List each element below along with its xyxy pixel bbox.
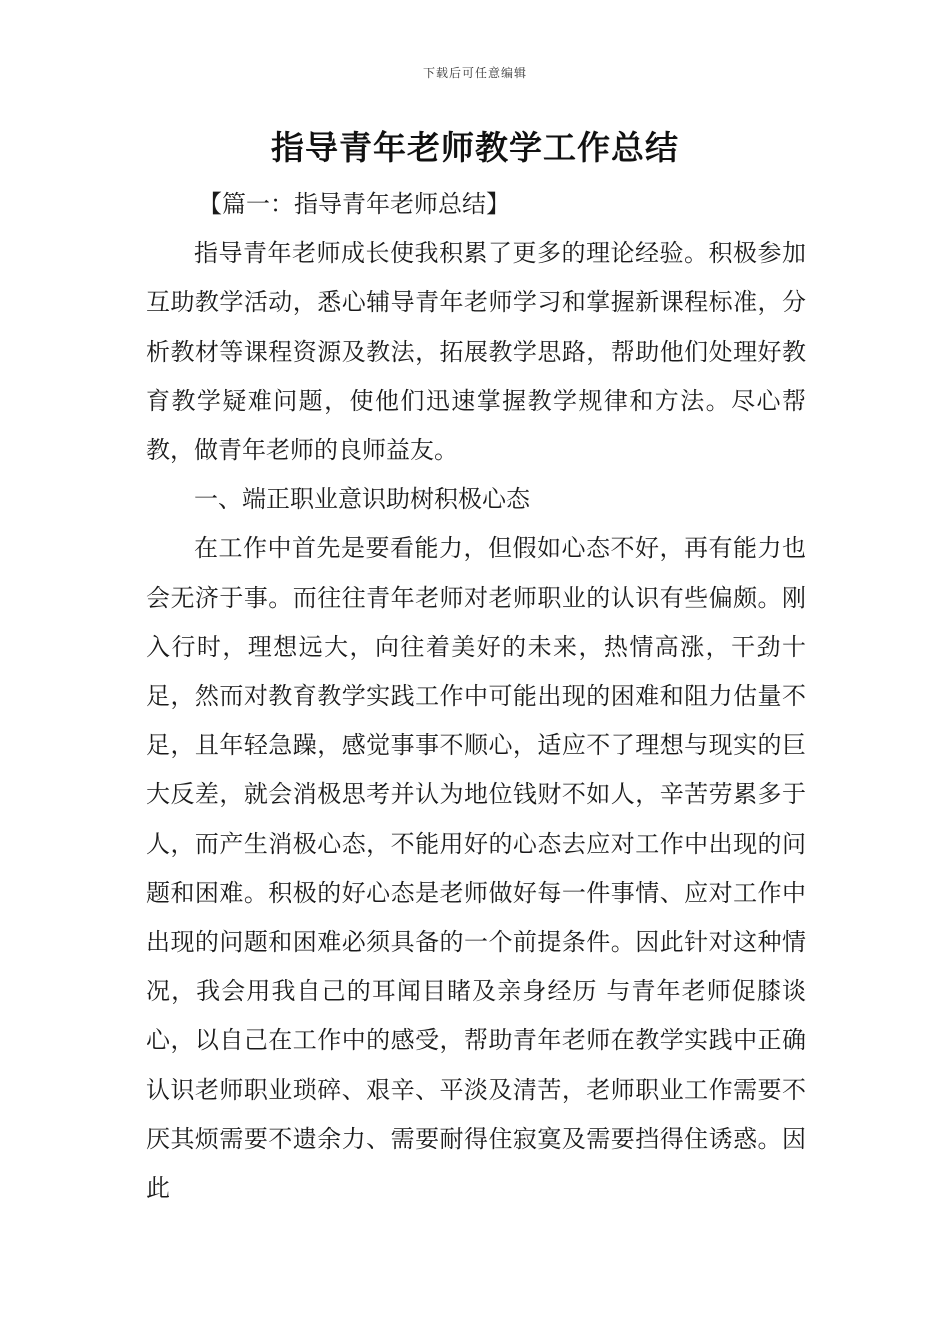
document-body (146, 180, 806, 1213)
document-title: 指导青年老师教学工作总结 (271, 128, 679, 167)
paragraph-intro: 指导青年老师成长使我积累了更多的理论经验。积极参加互助教学活动，悉心辅导青年老师学习和掌握新课程标准，分析教材等课程资源及教法，拓展教学思路，帮助他们处理好教育教学疑难问题，使他们迅速掌握教学规律和方法。尽心帮教，做青年老师的良师益友。 (146, 239, 806, 465)
subheading-1: 一、端正职业意识助树积极心态 (194, 485, 530, 514)
paragraph-1: 在工作中首先是要看能力，但假如心态不好，再有能力也会无济于事。而往往青年老师对老师职业的认识有些偏颇。刚入行时，理想远大，向往着美好的未来，热情高涨，干劲十足，然而对教育教学实践工作中可能出现的困难和阻力估量不足，且年轻急躁，感觉事事不顺心，适应不了理想与现实的巨大反差，就会消极思考并认为地位钱财不如人，辛苦劳累多于人，而产生消极心态，不能用好的心态去应对工作中出现的问题和困难。积极的好心态是老师做好每一件事情、应对工作中出现的问题和困难必须具备的一个前提条件。因此针对这种情况，我会用我自己的耳闻目睹及亲身经历 与青年老师促膝谈心，以自己在工作中的感受，帮助青年老师在教学实践中正确认识老师职业琐碎、艰辛、平淡及清苦，老师职业工作需要不厌其烦需要不遗余力、需要耐得住寂寞及需要挡得住诱惑。因此 (146, 534, 806, 1203)
section-heading: 【篇一：指导青年老师总结】 (198, 190, 510, 218)
header-note: 下载后可任意编辑 (422, 66, 527, 80)
